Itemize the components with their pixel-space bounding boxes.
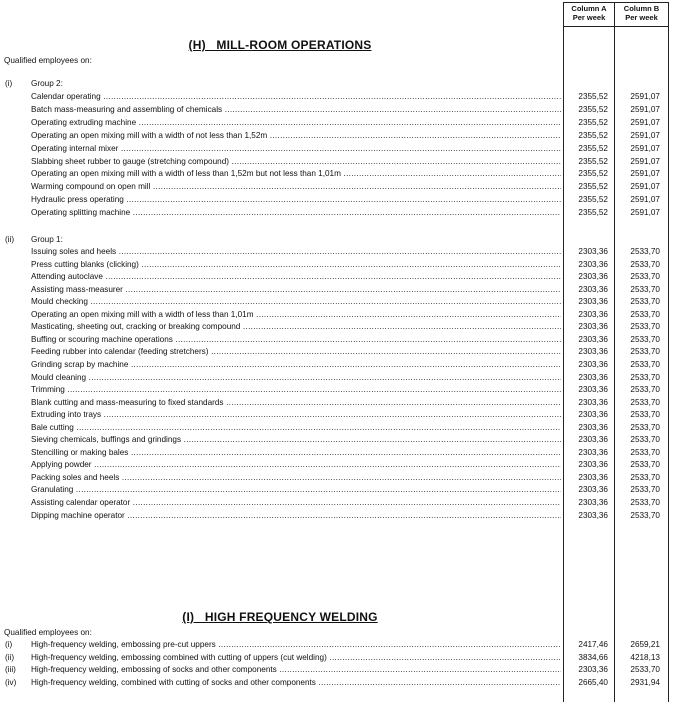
column-a-value: 2303,36 — [578, 372, 608, 382]
column-a-value: 2303,36 — [578, 347, 608, 357]
column-a-value: 2303,36 — [578, 460, 608, 470]
column-a-subtitle: Per week — [572, 13, 606, 22]
column-b-value: 2533,70 — [630, 284, 660, 294]
column-a-value: 2303,36 — [578, 284, 608, 294]
column-a-value: 2303,36 — [578, 422, 608, 432]
table-row — [0, 246, 672, 258]
group-2-heading — [0, 78, 672, 90]
table-row — [0, 271, 672, 283]
column-a-value: 2303,36 — [578, 334, 608, 344]
row-label: Calendar operating ..... — [31, 91, 561, 103]
row-label: Operating an open mixing mill with a width of not less than 1,52m ..... — [31, 130, 561, 142]
section-i-qualified: Qualified employees on: — [4, 628, 92, 637]
row-label: High-frequency welding, combined with cutting of socks and other components ..... — [31, 677, 561, 689]
column-a-value: 2303,36 — [578, 498, 608, 507]
column-b-value: 2533,70 — [630, 460, 660, 470]
column-a-value: 2355,52 — [578, 143, 608, 153]
table-row — [0, 484, 672, 496]
group-1-label: Group 1: — [31, 235, 63, 244]
column-b-value: 2533,70 — [630, 259, 660, 269]
column-b-value: 2533,70 — [630, 322, 660, 332]
column-b-value: 2591,07 — [630, 208, 660, 218]
row-label: High-frequency welding, embossing pre-cut uppers ..... — [31, 639, 561, 651]
column-a-value: 2355,52 — [578, 169, 608, 179]
column-b-value: 2591,07 — [630, 130, 660, 140]
column-b-value: 2533,70 — [630, 472, 660, 482]
row-label: Extruding into trays ..... — [31, 409, 561, 421]
group-1-heading — [0, 234, 672, 246]
table-row — [0, 677, 672, 689]
column-a-value: 2355,52 — [578, 130, 608, 140]
row-label: Bale cutting ..... — [31, 422, 561, 434]
column-b-value: 2533,70 — [630, 410, 660, 420]
table-row — [0, 296, 672, 308]
row-number: (iii) — [5, 665, 16, 674]
table-row — [0, 207, 672, 219]
table-row — [0, 104, 672, 116]
table-row — [0, 409, 672, 421]
column-a-value: 2417,46 — [578, 640, 608, 649]
column-a-value: 2303,36 — [578, 485, 608, 495]
table-row — [0, 434, 672, 446]
column-b-value: 2591,07 — [630, 156, 660, 166]
table-row — [0, 194, 672, 206]
column-a-value: 2303,36 — [578, 359, 608, 369]
row-label: Buffing or scouring machine operations ..... — [31, 334, 561, 346]
column-b-subtitle: Per week — [625, 13, 658, 22]
row-label: Hydraulic press operating ..... — [31, 194, 561, 206]
section-h-qualified: Qualified employees on: — [4, 56, 92, 65]
row-label: Dipping machine operator ..... — [31, 510, 561, 522]
table-row — [0, 459, 672, 471]
row-label: Operating an open mixing mill with a width of less than 1,52m but not less than 1,01m ..... — [31, 168, 561, 180]
header-bottom-rule — [563, 26, 669, 27]
row-label: Granulating ..... — [31, 484, 561, 496]
column-a-value: 2303,36 — [578, 410, 608, 420]
column-b-value: 2533,70 — [630, 397, 660, 407]
group-2-number: (i) — [5, 79, 13, 88]
table-row — [0, 156, 672, 168]
table-row — [0, 639, 672, 651]
table-row — [0, 309, 672, 321]
table-row — [0, 130, 672, 142]
row-label: Warming compound on open mill ..... — [31, 181, 561, 193]
column-a-value: 2303,36 — [578, 397, 608, 407]
row-label: Masticating, sheeting out, cracking or breaking compound ..... — [31, 321, 561, 333]
column-b-value: 2533,70 — [630, 247, 660, 256]
row-label: Packing soles and heels ..... — [31, 472, 561, 484]
column-b-value: 2533,70 — [630, 498, 660, 507]
column-a-value: 2303,36 — [578, 272, 608, 282]
column-b-header — [615, 4, 668, 22]
row-number: (i) — [5, 640, 13, 649]
table-row — [0, 143, 672, 155]
table-row — [0, 181, 672, 193]
row-label: Stencilling or making bales ..... — [31, 447, 561, 459]
table-row — [0, 334, 672, 346]
row-label: Grinding scrap by machine ..... — [31, 359, 561, 371]
column-b-value: 2591,07 — [630, 117, 660, 127]
column-b-value: 2533,70 — [630, 359, 660, 369]
column-b-value: 2533,70 — [630, 385, 660, 395]
column-b-value: 2533,70 — [630, 422, 660, 432]
column-b-value: 2533,70 — [630, 347, 660, 357]
column-b-value: 2533,70 — [630, 447, 660, 457]
table-row — [0, 422, 672, 434]
table-row — [0, 447, 672, 459]
column-a-value: 2303,36 — [578, 309, 608, 319]
column-b-value: 2533,70 — [630, 372, 660, 382]
column-a-value: 3834,66 — [578, 652, 608, 662]
row-label: Assisting mass-measurer ..... — [31, 284, 561, 296]
column-a-value: 2303,36 — [578, 510, 608, 520]
table-row — [0, 346, 672, 358]
column-a-value: 2303,36 — [578, 385, 608, 395]
column-a-value: 2355,52 — [578, 195, 608, 205]
table-row — [0, 384, 672, 396]
column-b-value: 4218,13 — [630, 652, 660, 662]
row-label: Slabbing sheet rubber to gauge (stretching compound) ..... — [31, 156, 561, 168]
column-b-title: Column B — [623, 4, 660, 13]
row-label: Operating internal mixer ..... — [31, 143, 561, 155]
column-b-value: 2591,07 — [630, 143, 660, 153]
column-b-value: 2591,07 — [630, 104, 660, 114]
column-a-value: 2303,36 — [578, 247, 608, 256]
table-row — [0, 372, 672, 384]
row-label: Feeding rubber into calendar (feeding stretchers) ..... — [31, 346, 561, 358]
row-label: Press cutting blanks (clicking) ..... — [31, 259, 561, 271]
table-row — [0, 472, 672, 484]
column-a-value: 2303,36 — [578, 665, 608, 674]
column-b-value: 2533,70 — [630, 510, 660, 520]
column-b-value: 2533,70 — [630, 309, 660, 319]
table-row — [0, 359, 672, 371]
column-b-value: 2533,70 — [630, 435, 660, 445]
table-row — [0, 117, 672, 129]
row-label: Operating extruding machine ..... — [31, 117, 561, 129]
row-label: Attending autoclave ..... — [31, 271, 561, 283]
column-a-value: 2303,36 — [578, 259, 608, 269]
column-a-value: 2355,52 — [578, 92, 608, 101]
row-label: High-frequency welding, embossing combined with cutting of uppers (cut welding) ..... — [31, 652, 561, 664]
column-b-value: 2591,07 — [630, 195, 660, 205]
table-row — [0, 510, 672, 522]
row-label: Mould cleaning ..... — [31, 372, 561, 384]
column-a-title: Column A — [571, 4, 607, 13]
row-label: Operating splitting machine ..... — [31, 207, 561, 219]
row-label: Trimming ..... — [31, 384, 561, 396]
row-number: (iv) — [5, 677, 17, 687]
table-row — [0, 652, 672, 664]
row-number: (ii) — [5, 652, 15, 662]
row-label: Mould checking ..... — [31, 296, 561, 308]
group-1-number: (ii) — [5, 235, 15, 244]
column-b-value: 2533,70 — [630, 334, 660, 344]
table-row — [0, 284, 672, 296]
column-b-value: 2659,21 — [630, 640, 660, 649]
column-a-value: 2355,52 — [578, 182, 608, 192]
table-row — [0, 497, 672, 509]
column-a-value: 2355,52 — [578, 156, 608, 166]
header-top-rule — [563, 2, 669, 3]
column-b-value: 2533,70 — [630, 297, 660, 307]
column-b-value: 2931,94 — [630, 677, 660, 687]
column-a-header — [564, 4, 614, 22]
table-row — [0, 91, 672, 103]
column-a-value: 2355,52 — [578, 117, 608, 127]
row-label: Assisting calendar operator ..... — [31, 497, 561, 509]
table-row — [0, 664, 672, 676]
table-row — [0, 321, 672, 333]
column-a-value: 2303,36 — [578, 447, 608, 457]
row-label: High-frequency welding, embossing of socks and other components ..... — [31, 664, 561, 676]
column-a-value: 2665,40 — [578, 677, 608, 687]
row-label: Operating an open mixing mill with a width of less than 1,01m ..... — [31, 309, 561, 321]
table-row — [0, 397, 672, 409]
column-a-value: 2355,52 — [578, 208, 608, 218]
column-b-value: 2533,70 — [630, 665, 660, 674]
row-label: Applying powder ..... — [31, 459, 561, 471]
table-row — [0, 259, 672, 271]
column-b-value: 2533,70 — [630, 485, 660, 495]
column-a-value: 2303,36 — [578, 472, 608, 482]
row-label: Batch mass-measuring and assembling of chemicals ..... — [31, 104, 561, 116]
column-b-value: 2533,70 — [630, 272, 660, 282]
table-row — [0, 168, 672, 180]
column-b-value: 2591,07 — [630, 169, 660, 179]
row-label: Blank cutting and mass-measuring to fixed standards ..... — [31, 397, 561, 409]
group-2-label: Group 2: — [31, 79, 63, 88]
column-b-value: 2591,07 — [630, 182, 660, 192]
column-a-value: 2303,36 — [578, 322, 608, 332]
row-label: Sieving chemicals, buffings and grindings ..... — [31, 434, 561, 446]
section-h-title: (H) MILL-ROOM OPERATIONS — [188, 38, 372, 52]
column-a-value: 2355,52 — [578, 104, 608, 114]
column-a-value: 2303,36 — [578, 297, 608, 307]
section-i-title: (I) HIGH FREQUENCY WELDING — [182, 610, 378, 624]
row-label: Issuing soles and heels ..... — [31, 246, 561, 258]
column-b-value: 2591,07 — [630, 92, 660, 101]
column-a-value: 2303,36 — [578, 435, 608, 445]
